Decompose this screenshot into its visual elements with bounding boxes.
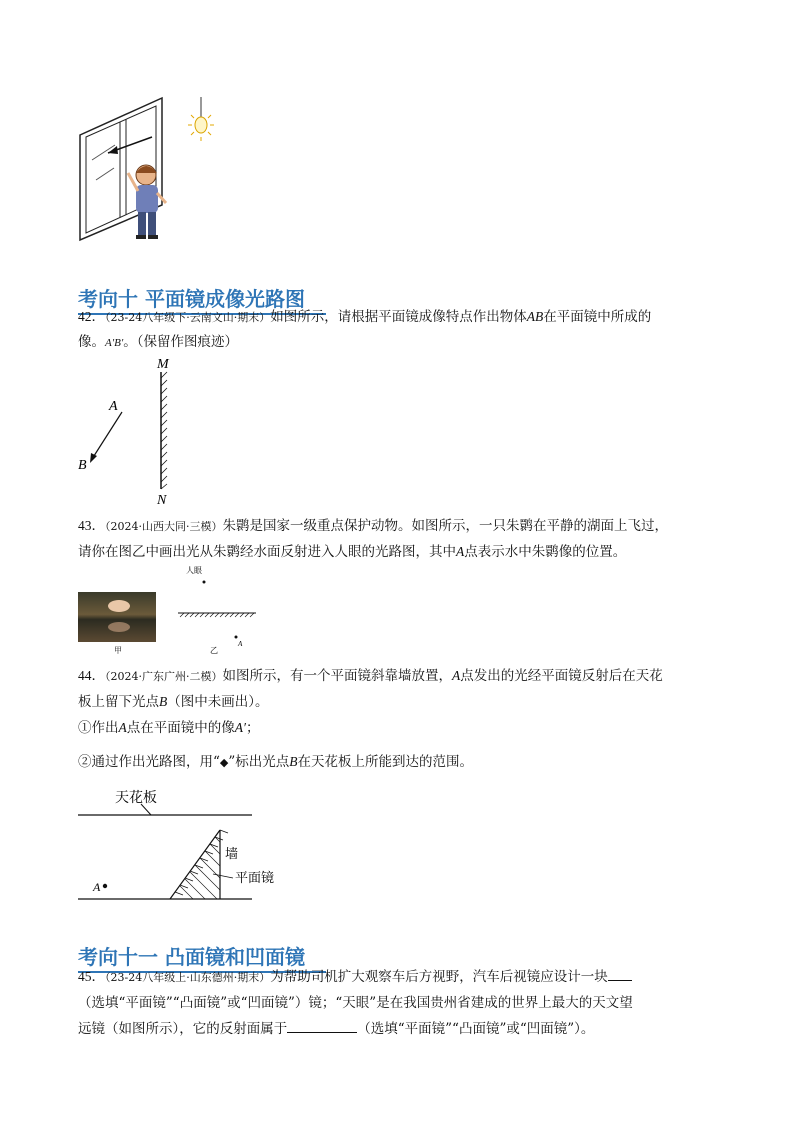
section-title: 考向十 平面镜成像光路图 [78,283,326,315]
question-text: 板上留下光点 [78,694,159,710]
question-source: （2024·山西大同·三模） [105,520,223,533]
question-43-line2 [78,539,626,565]
question-text: （选填“平面镜”“凸面镜”或“凹面镜”）。 [357,1021,595,1037]
point-label: A [452,668,461,683]
diamond-symbol: ◆ [219,756,229,769]
question-44-line2 [78,689,269,715]
ceiling-mirror-figure [75,778,305,908]
question-number: 44． [78,668,105,683]
answer-blank[interactable] [608,966,632,981]
ceiling-label: 天花板 [115,791,157,806]
window-boy-illustration [70,95,230,245]
label-b: B [78,458,87,473]
ibis-photo [78,592,156,642]
ibis-diagram [170,563,265,658]
question-text: ； [245,720,260,736]
point-label: B [289,754,298,769]
mirror-figure-42 [75,352,195,512]
question-45-line3 [78,1016,594,1042]
question-text: 远镜（如图所示），它的反射面属于 [78,1021,288,1037]
question-number: 45． [78,969,105,984]
question-45-line2 [78,990,633,1016]
question-text: 在天花板上所能到达的范围。 [297,754,474,770]
question-text: 。（保留作图痕迹） [123,334,239,350]
point-label: B [159,694,168,709]
eye-label: 人眼 [186,566,202,575]
question-text: （选填“平面镜”“凸面镜”或“凹面镜”）镜；“天眼”是在我国贵州省建成的世界上最大的天文望 [78,995,633,1011]
question-text: 点发出的光经平面镜反射后在天花 [460,668,663,684]
question-text: 朱鹮是国家一级重点保护动物。如图所示，一只朱鹮在平静的湖面上飞过， [222,518,668,534]
point-label: A [118,720,127,735]
question-text: 为帮助司机扩大观察车后方视野，汽车后视镜应设计一块 [270,969,608,985]
point-a-label: A [93,880,101,894]
figure-label-jia: 甲 [114,646,122,655]
image-label: A′ [234,720,246,735]
question-text: （图中未画出）。 [167,694,269,710]
label-n: N [157,493,167,508]
wall-label: 墙 [225,846,239,861]
question-text: ②通过作出光路图，用“ [78,754,220,770]
question-44 [78,663,663,690]
mirror-label: 平面镜 [235,870,275,885]
question-source: （2024·广东广州·二模） [105,670,223,683]
point-a-label: A [238,640,243,648]
question-text: 点在平面镜中的像 [126,720,235,736]
question-text: 如图所示，有一个平面镜斜靠墙放置， [222,668,452,684]
question-source: （23-24八年级上·山东德州·期末） [105,971,271,984]
answer-blank[interactable] [287,1018,357,1033]
question-44-item2 [78,749,473,776]
question-source: （23-24八年级下·云南文山·期末） [105,311,271,324]
question-text: 在平面镜中所成的 [543,309,652,325]
label-m: M [157,357,169,372]
section-title: 考向十一 凸面镜和凹面镜 [78,941,326,973]
question-45 [78,964,632,991]
question-number: 43． [78,518,105,533]
question-42 [78,304,651,331]
question-44-item1 [78,715,259,741]
image-label: A′B′ [105,337,124,349]
object-label: AB [526,309,544,324]
figure-label-yi: 乙 [210,646,218,655]
question-text: 请你在图乙中画出光从朱鹮经水面反射进入人眼的光路图，其中 [78,544,456,560]
question-text: 点表示水中朱鹮像的位置。 [464,544,627,560]
question-text: ①作出 [78,720,119,736]
question-text: 像。 [78,334,105,350]
question-43 [78,513,668,540]
label-a: A [109,399,118,414]
question-text: 如图所示，请根据平面镜成像特点作出物体 [270,309,527,325]
question-text: ”标出光点 [228,754,290,770]
point-label: A [456,544,465,559]
question-number: 42． [78,309,105,324]
